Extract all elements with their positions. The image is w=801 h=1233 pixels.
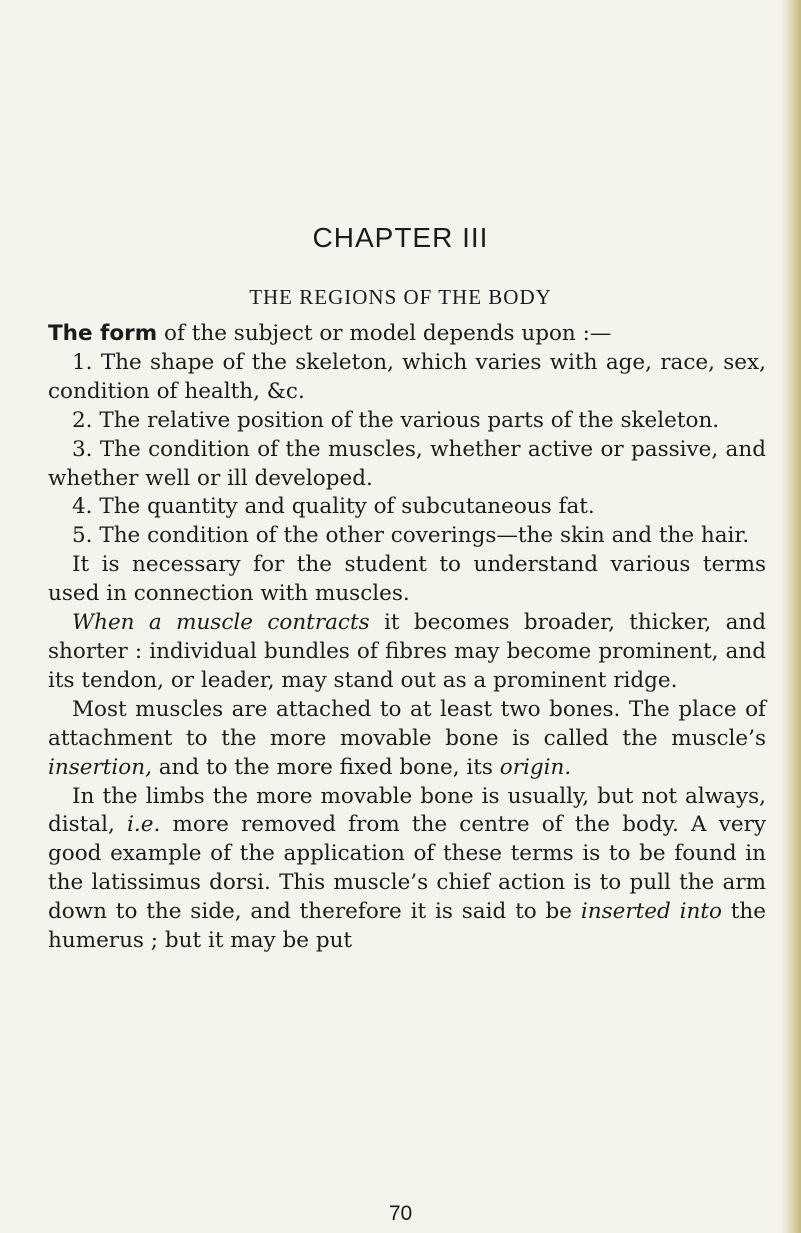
list-item: 4. The quantity and quality of subcutaneous fat.	[72, 494, 595, 520]
page-number: 70	[388, 1202, 413, 1225]
term-inserted-into: inserted into	[580, 899, 722, 925]
list-item: 1. The shape of the skeleton, which varies with age, race, sex, condition of health, &c.	[48, 349, 766, 404]
term-origin: origin.	[499, 754, 572, 780]
limbs-paragraph: In the limbs the more movable bone is usually, but not always, distal, i.e. more removed from the centre of the body. A very good example of the application of these terms is to be found in the latissimus dorsi. This muscle’s chief action is to pull the arm down to the side, and therefore it is said to be inserted into the humerus ; but it may be put	[48, 783, 766, 954]
section-heading: THE REGIONS OF THE BODY	[249, 285, 552, 309]
contract-paragraph: When a muscle contracts it becomes broader, thicker, and shorter : individual bundles of fibres may become prominent, and its tendon, or leader, may stand out as a prominent ridge.	[48, 610, 766, 693]
page-edge-shadow	[781, 0, 801, 1233]
body-text	[48, 320, 766, 956]
list-item: 3. The condition of the muscles, whether active or passive, and whether well or ill developed.	[48, 436, 766, 491]
intro-paragraph: The form of the subject or model depends upon :—	[48, 321, 612, 346]
chapter-heading: CHAPTER III	[312, 222, 489, 253]
list-item: 2. The relative position of the various parts of the skeleton.	[72, 407, 720, 433]
attachment-paragraph: Most muscles are attached to at least two bones. The place of attachment to the more movable bone is called the muscle’s insertion, and to the more fixed bone, its origin.	[48, 696, 766, 780]
term-insertion: insertion,	[48, 754, 152, 780]
list-item: 5. The condition of the other coverings—the skin and the hair.	[72, 523, 750, 549]
terms-paragraph: It is necessary for the student to understand various terms used in connection with muscles.	[48, 552, 766, 607]
lead-phrase: The form	[48, 321, 158, 346]
